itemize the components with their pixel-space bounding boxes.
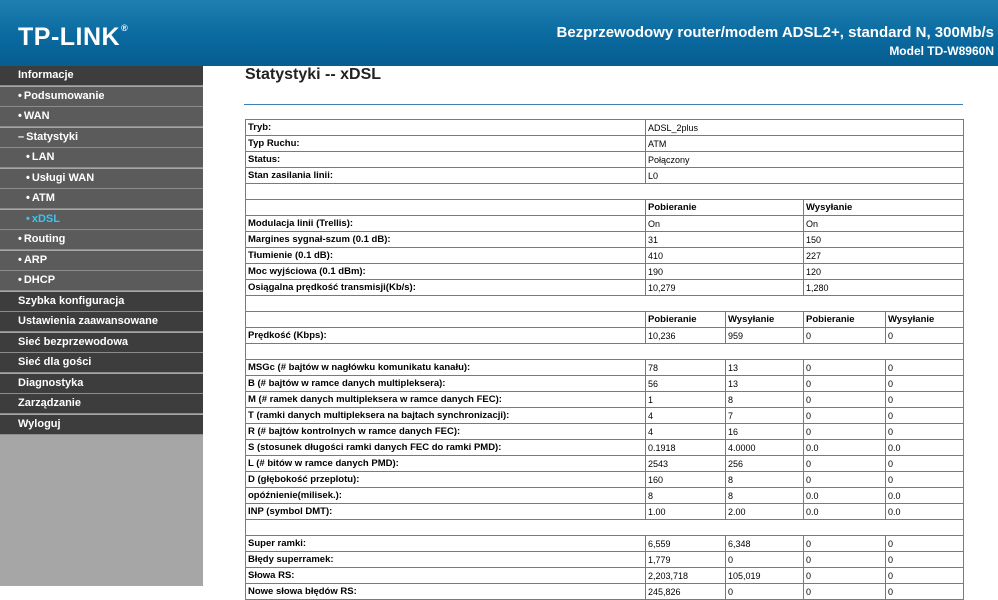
sidebar-item-label: Routing bbox=[23, 233, 66, 245]
registered-mark: ® bbox=[121, 23, 129, 33]
table-row bbox=[246, 408, 964, 424]
table-row bbox=[246, 280, 964, 296]
xdsl-statistics-table bbox=[245, 119, 964, 600]
row-value: 0 bbox=[886, 456, 964, 472]
spacer-cell bbox=[246, 184, 964, 200]
column-header: Wysyłanie bbox=[726, 312, 804, 328]
sidebar-item-uslugi-wan[interactable] bbox=[0, 169, 203, 189]
row-value: 0 bbox=[886, 584, 964, 600]
spacer-row bbox=[246, 184, 964, 200]
row-value: 1,280 bbox=[804, 280, 964, 296]
page-title: Statystyki -- xDSL bbox=[245, 66, 382, 83]
row-value: 256 bbox=[726, 456, 804, 472]
bullet-icon: • bbox=[18, 90, 22, 102]
table-row bbox=[246, 392, 964, 408]
sidebar-item-podsumowanie[interactable] bbox=[0, 87, 203, 107]
column-header: Pobieranie bbox=[646, 200, 804, 216]
sidebar-item-label: Podsumowanie bbox=[23, 90, 105, 102]
sidebar-item-siec-dla-gosci[interactable] bbox=[0, 353, 203, 373]
row-value: 0 bbox=[886, 424, 964, 440]
row-value: 1,779 bbox=[646, 552, 726, 568]
empty-header-cell bbox=[246, 200, 646, 216]
sidebar-item-routing[interactable] bbox=[0, 230, 203, 250]
row-value: 13 bbox=[726, 376, 804, 392]
table-row bbox=[246, 376, 964, 392]
row-value: 0 bbox=[804, 536, 886, 552]
table-row bbox=[246, 136, 964, 152]
bullet-icon: • bbox=[26, 172, 30, 184]
bullet-icon: • bbox=[26, 151, 30, 163]
column-header: Wysyłanie bbox=[886, 312, 964, 328]
row-value: 6,559 bbox=[646, 536, 726, 552]
sidebar-item-label: Zarządzanie bbox=[18, 397, 81, 409]
row-value: ADSL_2plus bbox=[646, 120, 964, 136]
row-value: 0 bbox=[804, 472, 886, 488]
product-model: Model TD-W8960N bbox=[889, 44, 994, 58]
row-value: 0 bbox=[804, 568, 886, 584]
row-value: 56 bbox=[646, 376, 726, 392]
table-row bbox=[246, 552, 964, 568]
collapse-dash-icon: – bbox=[18, 131, 25, 143]
sidebar-item-xdsl[interactable] bbox=[0, 210, 203, 230]
row-value: 0 bbox=[886, 552, 964, 568]
row-label: Nowe słowa błędów RS: bbox=[246, 584, 646, 600]
row-value: ATM bbox=[646, 136, 964, 152]
table-row bbox=[246, 200, 964, 216]
table-row bbox=[246, 152, 964, 168]
empty-header-cell bbox=[246, 312, 646, 328]
column-header: Pobieranie bbox=[804, 312, 886, 328]
sidebar-item-ustawienia-zaawansowane[interactable] bbox=[0, 312, 203, 332]
bullet-icon: • bbox=[18, 110, 22, 122]
row-value: 959 bbox=[726, 328, 804, 344]
row-value: 16 bbox=[726, 424, 804, 440]
row-value: 8 bbox=[726, 392, 804, 408]
row-label: opóźnienie(milisek.): bbox=[246, 488, 646, 504]
sidebar-item-label: Wyloguj bbox=[18, 418, 61, 430]
bullet-icon: • bbox=[26, 213, 30, 225]
row-label: Prędkość (Kbps): bbox=[246, 328, 646, 344]
row-value: 0 bbox=[804, 456, 886, 472]
header-banner bbox=[0, 0, 998, 66]
spacer-row bbox=[246, 296, 964, 312]
table-row bbox=[246, 248, 964, 264]
sidebar-item-dhcp[interactable] bbox=[0, 271, 203, 291]
sidebar-item-label: LAN bbox=[31, 151, 55, 163]
table-row bbox=[246, 472, 964, 488]
row-value: 160 bbox=[646, 472, 726, 488]
row-value: 8 bbox=[646, 488, 726, 504]
table-row bbox=[246, 168, 964, 184]
logo-text: TP-LINK bbox=[18, 23, 121, 51]
row-value: 0 bbox=[886, 376, 964, 392]
row-value: 7 bbox=[726, 408, 804, 424]
row-label: T (ramki danych multipleksera na bajtach synchronizacji): bbox=[246, 408, 646, 424]
sidebar-item-label: Usługi WAN bbox=[31, 172, 95, 184]
sidebar-item-wan[interactable] bbox=[0, 107, 203, 127]
row-value: 0 bbox=[804, 552, 886, 568]
row-value: 150 bbox=[804, 232, 964, 248]
sidebar-item-label: Diagnostyka bbox=[18, 377, 84, 389]
sidebar-item-label: Sieć dla gości bbox=[18, 356, 92, 368]
bullet-icon: • bbox=[18, 254, 22, 266]
sidebar-item-lan[interactable] bbox=[0, 148, 203, 168]
sidebar-item-atm[interactable] bbox=[0, 189, 203, 209]
table-row bbox=[246, 216, 964, 232]
table-row bbox=[246, 264, 964, 280]
row-value: 0 bbox=[886, 536, 964, 552]
row-label: Typ Ruchu: bbox=[246, 136, 646, 152]
sidebar-item-siec-bezprzewodowa[interactable] bbox=[0, 333, 203, 353]
title-divider bbox=[244, 104, 963, 105]
row-label: Modulacja linii (Trellis): bbox=[246, 216, 646, 232]
sidebar-item-informacje[interactable] bbox=[0, 66, 203, 86]
row-value: 410 bbox=[646, 248, 804, 264]
row-label: Słowa RS: bbox=[246, 568, 646, 584]
row-label: Moc wyjściowa (0.1 dBm): bbox=[246, 264, 646, 280]
row-label: INP (symbol DMT): bbox=[246, 504, 646, 520]
table-row bbox=[246, 328, 964, 344]
row-value: 227 bbox=[804, 248, 964, 264]
sidebar-item-statystyki[interactable] bbox=[0, 128, 203, 148]
table-row bbox=[246, 536, 964, 552]
row-label: Tłumienie (0.1 dB): bbox=[246, 248, 646, 264]
row-label: D (głębokość przeplotu): bbox=[246, 472, 646, 488]
spacer-row bbox=[246, 344, 964, 360]
row-value: L0 bbox=[646, 168, 964, 184]
row-label: Status: bbox=[246, 152, 646, 168]
row-value: 0 bbox=[886, 392, 964, 408]
sidebar-item-zarzadzanie[interactable] bbox=[0, 394, 203, 414]
column-header: Wysyłanie bbox=[804, 200, 964, 216]
sidebar-item-label: DHCP bbox=[23, 274, 56, 286]
sidebar-item-label: WAN bbox=[23, 110, 50, 122]
sidebar-item-label: xDSL bbox=[31, 213, 60, 225]
row-value: 0 bbox=[804, 584, 886, 600]
row-value: 0 bbox=[804, 360, 886, 376]
row-label: R (# bajtów kontrolnych w ramce danych FEC): bbox=[246, 424, 646, 440]
table-row bbox=[246, 120, 964, 136]
row-value: 105,019 bbox=[726, 568, 804, 584]
row-value: 2,203,718 bbox=[646, 568, 726, 584]
sidebar-item-label: Ustawienia zaawansowane bbox=[18, 315, 158, 327]
row-value: 4.0000 bbox=[726, 440, 804, 456]
row-value: 0 bbox=[726, 584, 804, 600]
row-value: 0.0 bbox=[804, 488, 886, 504]
row-value: 2.00 bbox=[726, 504, 804, 520]
row-value: 0 bbox=[726, 552, 804, 568]
row-label: Stan zasilania linii: bbox=[246, 168, 646, 184]
row-label: S (stosunek długości ramki danych FEC do ramki PMD): bbox=[246, 440, 646, 456]
row-value: 0.0 bbox=[886, 440, 964, 456]
row-value: 0 bbox=[804, 392, 886, 408]
row-value: 1 bbox=[646, 392, 726, 408]
bullet-icon: • bbox=[18, 233, 22, 245]
row-value: 0 bbox=[886, 360, 964, 376]
row-value: Połączony bbox=[646, 152, 964, 168]
row-value: 13 bbox=[726, 360, 804, 376]
sidebar-item-diagnostyka[interactable] bbox=[0, 374, 203, 394]
bullet-icon: • bbox=[26, 192, 30, 204]
row-value: 4 bbox=[646, 424, 726, 440]
row-value: 78 bbox=[646, 360, 726, 376]
row-value: 0 bbox=[886, 408, 964, 424]
row-value: 0 bbox=[804, 376, 886, 392]
table-row bbox=[246, 456, 964, 472]
spacer-cell bbox=[246, 296, 964, 312]
row-value: 120 bbox=[804, 264, 964, 280]
row-value: 6,348 bbox=[726, 536, 804, 552]
product-title: Bezprzewodowy router/modem ADSL2+, standard N, 300Mb/s bbox=[556, 24, 994, 41]
spacer-cell bbox=[246, 520, 964, 536]
table-row bbox=[246, 504, 964, 520]
bullet-icon: • bbox=[18, 274, 22, 286]
row-value: 0 bbox=[886, 472, 964, 488]
row-value: 0.1918 bbox=[646, 440, 726, 456]
row-value: On bbox=[646, 216, 804, 232]
row-label: MSGc (# bajtów w nagłówku komunikatu kanału): bbox=[246, 360, 646, 376]
row-value: 31 bbox=[646, 232, 804, 248]
row-value: On bbox=[804, 216, 964, 232]
row-value: 0 bbox=[886, 568, 964, 584]
row-value: 0.0 bbox=[886, 488, 964, 504]
table-row bbox=[246, 488, 964, 504]
row-value: 0 bbox=[886, 328, 964, 344]
table-row bbox=[246, 232, 964, 248]
sidebar-item-arp[interactable] bbox=[0, 251, 203, 271]
row-value: 10,236 bbox=[646, 328, 726, 344]
row-label: Tryb: bbox=[246, 120, 646, 136]
row-value: 4 bbox=[646, 408, 726, 424]
row-value: 190 bbox=[646, 264, 804, 280]
table-row bbox=[246, 424, 964, 440]
sidebar-item-label: ATM bbox=[31, 192, 55, 204]
row-label: B (# bajtów w ramce danych multipleksera): bbox=[246, 376, 646, 392]
row-value: 0 bbox=[804, 424, 886, 440]
row-value: 0.0 bbox=[886, 504, 964, 520]
column-header: Pobieranie bbox=[646, 312, 726, 328]
row-label: Osiągalna prędkość transmisji(Kb/s): bbox=[246, 280, 646, 296]
sidebar-item-label: Informacje bbox=[18, 69, 74, 81]
sidebar-menu bbox=[0, 66, 203, 586]
sidebar-item-wyloguj[interactable] bbox=[0, 415, 203, 435]
table-row bbox=[246, 568, 964, 584]
table-row bbox=[246, 440, 964, 456]
row-label: Margines sygnał-szum (0.1 dB): bbox=[246, 232, 646, 248]
tp-link-logo bbox=[18, 23, 128, 52]
row-value: 0 bbox=[804, 328, 886, 344]
sidebar-item-label: Statystyki bbox=[26, 131, 79, 143]
row-label: Błędy superramek: bbox=[246, 552, 646, 568]
row-value: 245,826 bbox=[646, 584, 726, 600]
row-label: L (# bitów w ramce danych PMD): bbox=[246, 456, 646, 472]
row-value: 0.0 bbox=[804, 504, 886, 520]
table-row bbox=[246, 312, 964, 328]
sidebar-item-label: ARP bbox=[23, 254, 48, 266]
row-label: M (# ramek danych multipleksera w ramce danych FEC): bbox=[246, 392, 646, 408]
row-value: 0.0 bbox=[804, 440, 886, 456]
row-value: 1.00 bbox=[646, 504, 726, 520]
table-row bbox=[246, 360, 964, 376]
row-label: Super ramki: bbox=[246, 536, 646, 552]
sidebar-item-szybka-konfiguracja[interactable] bbox=[0, 292, 203, 312]
spacer-row bbox=[246, 520, 964, 536]
row-value: 10,279 bbox=[646, 280, 804, 296]
row-value: 8 bbox=[726, 472, 804, 488]
sidebar-item-label: Szybka konfiguracja bbox=[18, 295, 125, 307]
row-value: 0 bbox=[804, 408, 886, 424]
spacer-cell bbox=[246, 344, 964, 360]
row-value: 8 bbox=[726, 488, 804, 504]
row-value: 2543 bbox=[646, 456, 726, 472]
sidebar-item-label: Sieć bezprzewodowa bbox=[18, 336, 129, 348]
